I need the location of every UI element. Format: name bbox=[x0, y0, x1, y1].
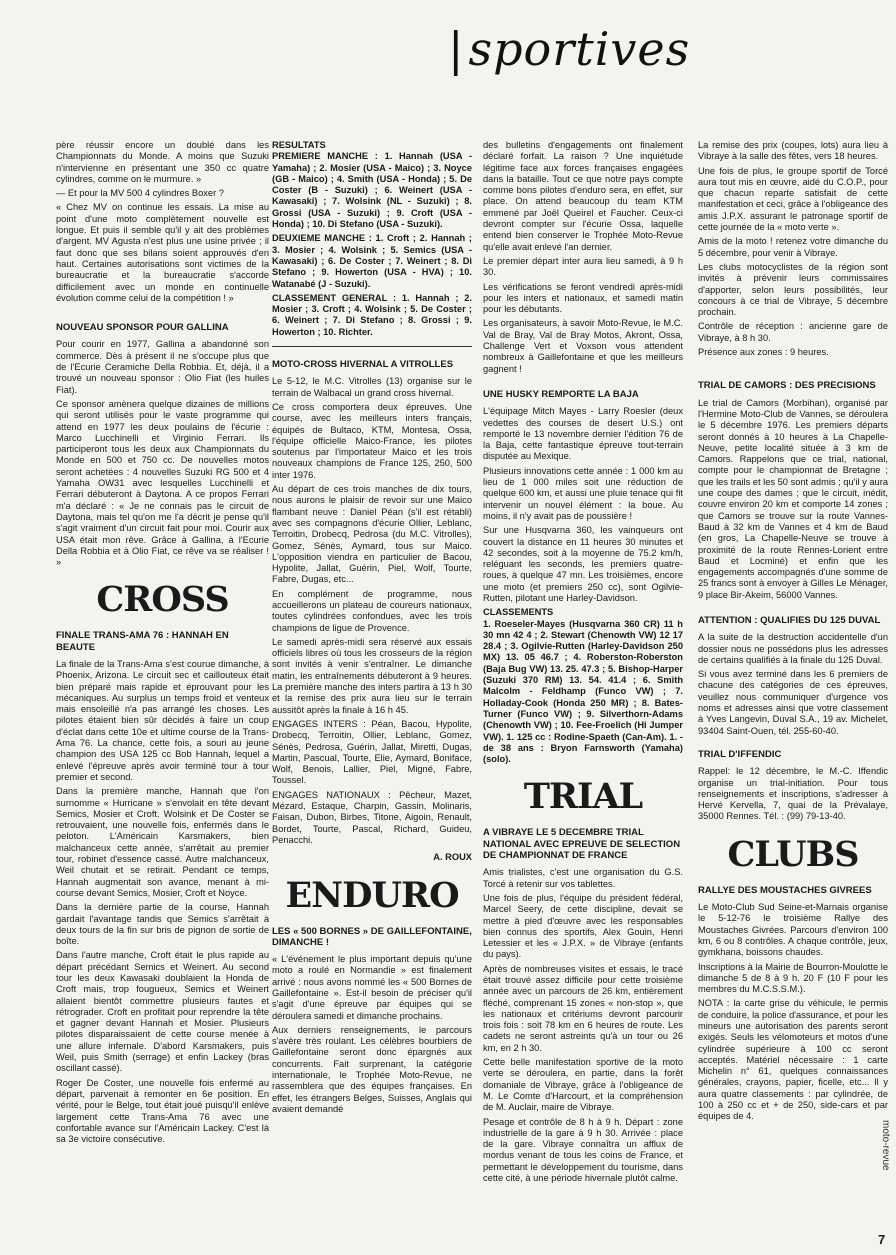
paragraph: — Et pour la MV 500 4 cylindres Boxer ? bbox=[56, 188, 224, 199]
paragraph: Cette belle manifestation sportive de la moto verte se déroulera, en partie, dans la forêt domaniale de Vibraye, grâce à l'obligeance de M. Le Comte d'Harcourt, et la compréhension de M. Auclair, maire de Vibraye. bbox=[483, 1057, 683, 1113]
paragraph: Plusieurs innovations cette année : 1 000 km au lieu de 1 000 miles soit une réduction de quelque 600 km, et aussi une pluie tenace qui fit intervenir un nouvel élément : la boue. Au moins, il n'y avait pas de poussière ! bbox=[483, 465, 683, 521]
results-heading: RESULTATS bbox=[272, 140, 326, 150]
paragraph: des bulletins d'engagements ont finalement déclaré forfait. La raison ? Une inquiétude légitime face aux forces françaises engagées dans la bataille. Tout ce que notre pays compte comme bons pilotes d'enduro sera, en effet, sur place. On attend beaucoup du team KTM emmené par Joël Queirel et Faucher. Ceux-ci devront compter sur l'écurie Ossa, laquelle entend bien conserver le Trophée Moto-Revue qu'elle avait enlevé l'an dernier. bbox=[483, 140, 683, 252]
paragraph: « Chez MV on continue les essais. La mise au point d'une moto complètement nouvelle est longue. Et puis il semble qu'il y ait des problèmes d'argent. MV Agusta n'est plus une usine privée ; il faut donc que ses bilans soient approuvés d'en haut. Certaines autorisations sont victimes de la bureaucratie et la bureaucratie s'accorde difficilement avec un monde en continuelle évolution comme celui de la compétition ! » bbox=[56, 202, 269, 303]
paragraph: Dans l'autre manche, Croft était le plus rapide au départ précédant Semics et Weinert. Au second tour les deux Kawasaki doublaient la Honda de Croft mais, trop fougueux, Semics et Weinert allaient bientôt commettre plusieurs fautes et rétrograder. Croft en profitait pour reprendre la tête et gagner devant Hannah et Mosier. Plusieurs pilotes disparaissaient de cette course menée à une allure infernale. D'abord Karsmakers, puis Weil, puis Smith (serrage) et enfin Lackey (bras oscillant cassé). bbox=[56, 950, 269, 1074]
results: DEUXIEME MANCHE : 1. Croft ; 2. Hannah ; 3. Mosier ; 4. Wolsink ; 5. Semics (USA - Kawasaki) ; 6. De Coster ; 7. Weinert ; 8. Di Stefano ; 9. Howerton (USA - HVA) ; 10. Watanabé (J - Suzuki). bbox=[272, 233, 472, 289]
paragraph: Contrôle de réception : ancienne gare de Vibraye, à 8 h 30. bbox=[698, 321, 888, 343]
paragraph: NOTA : la carte grise du véhicule, le permis de conduire, la police d'assurance, et pour les mineurs une autorisation des parents seront exigés. Seuls les vélomoteurs et motos d'une cylindrée supérieure à 100 cc seront acceptés. Matériel nécessaire : 1 carte Michelin n° 61, quelques connaissances générales, crayons, papier, ficelle, etc... Il y aura quatre classements : par cylindrée, de 100 à 250 cc et + de 250, side-cars et par équipes de 4. bbox=[698, 998, 888, 1122]
paragraph: Une fois de plus, l'équipe du président fédéral, Marcel Seery, de cette discipline, devait se mettre à pied d'œuvre avec les responsables bien connus des sportifs, Alex Gouin, Henri Letessier et les « J.P.X. » de Vibraye (enfants du pays). bbox=[483, 892, 683, 960]
column-3 bbox=[483, 140, 683, 1187]
paragraph: Les organisateurs, à savoir Moto-Revue, le M.C. Val de Bray, Val de Bray Motos, Akront, Ossa, Challenge Vert et Voxson vous attendent nombreux à Gaillefontaine et que les meilleurs gagnent ! bbox=[483, 318, 683, 374]
paragraph: Les vérifications se feront vendredi après-midi pour les inters et nationaux, et samedi matin pour les débutants. bbox=[483, 281, 683, 315]
section-title-clubs: CLUBS bbox=[727, 833, 859, 875]
paragraph: père réussir encore un doublé dans les Championnats du Monde. A moins que Suzuki n'intervienne en présentant une 350 cc quatre cylindres, comme on le murmure. » bbox=[56, 140, 269, 184]
heading: ATTENTION : QUALIFIES DU 125 DUVAL bbox=[698, 614, 881, 626]
paragraph: Le Moto-Club Sud Seine-et-Marnais organise le 5-12-76 le troisième Rallye des Moustaches Givrées. Parcours d'environ 100 km, 6 ou 8 contrôles. A chaque contrôle, jeux, gymkhana, boissons chaudes. bbox=[698, 902, 888, 958]
heading: RALLYE DES MOUSTACHES GIVREES bbox=[698, 884, 872, 896]
paragraph: Inscriptions à la Mairie de Bourron-Moulotte le dimanche 5 de 8 à 9 h. 20 F (10 F pour les membres du M.C.S.S.M.). bbox=[698, 961, 888, 995]
paragraph: Ce sponsor amènera quelque dizaines de millions qui seront utilisés pour le vaste programme qui attend en 1977 les deux poulains de l'écurie : Marco Lucchinelli et Virginio Ferrari. Ils participeront tous les deux aux Championnats du Monde en 500 et 750 cc. De nouvelles motos seront achetées : 4 nouvelles Suzuki RG 500 et 4 Yamaha OW31 avec lesquelles Lucchinelli et Ferrari débuteront à Daytona. A ce propos Ferrari m'a déclaré : « Je ne connais pas le circuit de Daytona, mais tel qu'on me l'a décrit je pense qu'il s'agit vraiment d'un circuit fait pour moi. Courir aux USA était mon rêve. Grâce à Gallina, à l'Ecurie Della Robbia et à Olio Fiat, ce rêve va se réaliser ! » bbox=[56, 398, 269, 568]
heading: A VIBRAYE LE 5 DECEMBRE TRIAL NATIONAL AVEC EPREUVE DE SELECTION DE CHAMPIONNAT DE FRANCE bbox=[483, 827, 681, 862]
section-title-cross: CROSS bbox=[96, 579, 229, 621]
paragraph: ENGAGES NATIONAUX : Pêcheur, Mazet, Mézard, Estaque, Charpin, Gassin, Molinaris, Faisan, Dubon, Birbes, Titone, Aigoin, Renault, Bordet, Tourte, Pascal, Richard, Guideu, Penacchi. bbox=[272, 789, 472, 845]
paragraph: Sur une Husqvarna 360, les vainqueurs ont couvert la distance en 11 heures 30 minutes et 42 secondes, soit à la moyenne de 75.2 km/h, reléguant les seconds, les premiers quatre-roues, à quelque 47 mn. Les troisièmes, encore une moto (et premiers 250 cc), sont Ogilvie-Rutten, pilotant une Harley-Davidson. bbox=[483, 525, 683, 603]
column-1 bbox=[56, 140, 269, 1148]
paragraph: Si vous avez terminé dans les 6 premiers de chacune des catégories de ces épreuves, veuillez nous communiquer d'urgence vos noms et adresses ainsi que votre classement à Yves Langevin, Duval S.A., 19 av. Michelet, 93404 Saint-Ouen, tél. 255-60-40. bbox=[698, 669, 888, 736]
paragraph: Présence aux zones : 9 heures. bbox=[698, 347, 829, 358]
divider bbox=[272, 346, 472, 347]
heading: MOTO-CROSS HIVERNAL A VITROLLES bbox=[272, 359, 454, 371]
paragraph: En complément de programme, nous accueillerons un plateau de coureurs nationaux, toutes cylindrées confondues, avec les trois champions de ligue de Provence. bbox=[272, 588, 472, 633]
paragraph: Pesage et contrôle de 8 h à 9 h. Départ : zone industrielle de la gare à 9 h 30. Arrivée : place de la gare. Vibraye connaîtra un afflux de mordus venant de tous les coins de France, et permettant le développement du tourisme, dans cette cité, à une période hivernale plutôt calme. bbox=[483, 1116, 683, 1184]
results: PREMIERE MANCHE : 1. Hannah (USA - Yamaha) ; 2. Mosier (USA - Maico) ; 3. Noyce (GB - Maico) ; 4. Smith (USA - Honda) ; 5. De Coster (B - Suzuki) ; 6. Weinert (USA - Kawasaki) ; 7. Wolsink (NL - Suzuki) ; 8. Grossi (USA - Suzuki) ; 9. Croft (USA - Honda) ; 10. Di Stefano (USA - Suzuki). bbox=[272, 151, 472, 230]
paragraph: Amis trialistes, c'est une organisation du G.S. Torcé à retenir sur vos tablettes. bbox=[483, 867, 683, 889]
paragraph: ENGAGES INTERS : Péan, Bacou, Hypolite, Drobecq, Terroitin, Ollier, Leblanc, Gomez, Sénès, Pedrosa, Guérin, Jallat, Miretti, Dugas, Martin, Pascual, Tourte, Elie, Aymard, Boniface, Wolf, Benois, Lallier, Piel, Migné, Fabre, Toussel. bbox=[272, 718, 472, 786]
paragraph: Le trial de Camors (Morbihan), organisé par l'Hermine Moto-Club de Vannes, se déroulera le 5 décembre 1976. Les premiers départs seront donnés à 10 heures à La Chapelle-Neuve, petite localité située à 3 km de Camors. Rappelons que ce trial, national, compte pour le championnat de Bretagne ; que les trails et les 50 sont admis ; qu'il y aura une coupe des dames ; que le circuit, inédit, couvre environ 20 km et comporte 14 zones ; que Camors se trouve sur la route Vannes-Baud à 32 km de Vannes et 4 km de Baud (en gros, La Chapelle-Neuve se trouve à proximité de la route Rennes-Lorient entre Baud et Locminé) et enfin que les engagements accompagnés d'une somme de 25 francs sont à envoyer à Gilles Le Ménager, 9 place Bir-Akeim, 56000 Vannes. bbox=[698, 397, 888, 600]
section-title-enduro: ENDURO bbox=[285, 874, 459, 916]
paragraph: A la suite de la destruction accidentelle d'un dossier nous ne possédons plus les adresses de certains qualifiés à la finale du 125 Duval. bbox=[698, 632, 888, 665]
paragraph: Au départ de ces trois manches de dix tours, nous aurons le plaisir de revoir sur une Maico flambant neuve : Daniel Péan (s'il est rétabli) avec ses compagnons d'écurie Ollier, Leblanc, Terroitin, Drobecq, Pedrosa (du M.C. Vitrolles), Gomez, Sénès, Aymard, tous sur Maico. L'opposition viendra en particulier de Bacou, Hypolite, Jallat, Guérin, Piel, Wolf, Tourte, Fabre, Dugas, etc... bbox=[272, 484, 472, 585]
heading: TRIAL DE CAMORS : DES PRECISIONS bbox=[698, 380, 876, 392]
paragraph: La remise des prix (coupes, lots) aura lieu à Vibraye à la salle des fêtes, vers 18 heures. bbox=[698, 140, 888, 162]
paragraph: Rappel: le 12 décembre, le M.-C. Iffendic organise un trial-initiation. Pour tous renseignements et inscriptions, s'adresser à Hervé Kervella, 7, quai de la Prévalaye, 35000 Rennes. Tél. : (99) 79-13-40. bbox=[698, 766, 888, 822]
paragraph: Dans la dernière partie de la course, Hannah gardait l'avantage tandis que Semics s'arrêtait à deux tours de la fin sur bris de pignon de sortie de boîte. bbox=[56, 902, 269, 947]
column-4 bbox=[698, 140, 888, 1126]
paragraph: La finale de la Trans-Ama s'est courue dimanche, à Phoenix, Arizona. Le circuit sec et caillouteux était bien préparé mais rapide et éprouvant pour les mécaniques. Au surplus un temps froid et venteux mais ensoleillé n'a pas arrangé les choses. Les pilotes étaient bien sûr décidés à faire un coup d'éclat dans cette 10e et ultime course de la Trans-Ama 76. La chance, cette fois, a souri au jeune champion des USA 125 cc Bob Hannah, lequel a enlevé l'épreuve après avoir terminé tour à tour premier et second. bbox=[56, 658, 269, 782]
results: CLASSEMENT GENERAL : 1. Hannah ; 2. Mosier ; 3. Croft ; 4. Wolsink ; 5. De Coster ; 6. Weinert ; 7. Di Stefano ; 8. Grossi ; 9. Howerton ; 10. Richter. bbox=[272, 292, 472, 337]
paragraph: Le premier départ inter aura lieu samedi, à 9 h 30. bbox=[483, 255, 683, 278]
paragraph: Une fois de plus, le groupe sportif de Torcé aura tout mis en œuvre, aidé du C.O.P., pour que chacun reparte satisfait de cette manifestation et ceci, grâce à l'obligeance des amis J.P.X. assurant le patronage sportif de cette journée de la « moto verte ». bbox=[698, 165, 888, 233]
results-heading: CLASSEMENTS bbox=[483, 607, 554, 618]
paragraph: Aux derniers renseignements, le parcours s'avère très roulant. Les célèbres bourbiers de Gaillefontaine seront donc épargnés aux concurrents. Fait surprenant, la catégorie internationale, le Trophée Moto-Revue, ne rassemblera que des équipes françaises. En effet, les étrangers Belges, Suisses, Anglais qui avaient demandé bbox=[272, 1024, 472, 1114]
column-2 bbox=[272, 140, 472, 1118]
heading: LES « 500 BORNES » DE GAILLEFONTAINE, DIMANCHE ! bbox=[272, 925, 472, 948]
paragraph: Le 5-12, le M.C. Vitrolles (13) organise sur le terrain de Walbacal un grand cross hivernal. bbox=[272, 376, 472, 398]
paragraph: « L'événement le plus important depuis qu'une moto a roulé en Normandie » est finalement arrivé : nous avons nommé les « 500 Bornes de Gaillefontaine ». Est-il besoin de préciser qu'il s'agit d'une épreuve par équipes qui se déroulera samedi et dimanche prochains. bbox=[272, 954, 472, 1021]
heading: FINALE TRANS-AMA 76 : HANNAH EN BEAUTE bbox=[56, 630, 229, 653]
results: 1. Roeseler-Mayes (Husqvarna 360 CR) 11 h 30 mn 42 4 ; 2. Stewart (Chenowth VW) 12 17 28.4 ; 3. Ogilvie-Rutten (Harley-Davidson 250 MX) 13. 05 46.7 ; 4. Roberston-Roberston (Baja Bug VW) 13. 25. 47.3 ; 5. Bishop-Harper (Suzuki 370 RM) 13. 54. 41.4 ; 6. Smith Malcolm - Feldhamp (Funco VW) ; 7. Holladay-Cook (Honda 250 MR) ; 8. Bates-Turner (Funco VW) ; 9. Silverthorn-Adams (Chenowth VW) ; 10. Fee-Froelich (Hi Jumper VW). 1. 125 cc : Rodine-Spaeth (Can-Am). 1. - de 38 ans : Bryon Farnsworth (Yamaha) (solo). bbox=[483, 618, 683, 765]
paragraph: Les clubs motocyclistes de la région sont invités à prévenir leurs commissaires d'apporter, selon leurs possibilités, leur concours à ce trial de Vibraye, 5 décembre prochain. bbox=[698, 261, 888, 318]
paragraph: Amis de la moto ! retenez votre dimanche du 5 décembre, pour venir à Vibraye. bbox=[698, 236, 888, 258]
paragraph: Roger De Coster, une nouvelle fois enfermé au départ, parvenait à remonter en 6e position. En vérité, pour le Belge, tout était joué puisqu'il enlève largement cette Trans-Ama 76 avec une confortable avance sur l'Américain Lackey. C'est là sa 3e victoire consécutive. bbox=[56, 1077, 269, 1145]
section-rubric: |sportives bbox=[448, 22, 691, 76]
author-signature: A. ROUX bbox=[433, 852, 472, 863]
magazine-name: moto-revue bbox=[880, 1120, 891, 1171]
page-number: 7 bbox=[878, 1232, 886, 1247]
heading: TRIAL D'IFFENDIC bbox=[698, 748, 782, 760]
paragraph: Ce cross comportera deux épreuves. Une course, avec les meilleurs inters français, équipés de Bultaco, KTM, Montesa, Ossa, l'équipe officielle Maico-France, les pilotes soutenus par l'importateur Maico et les trois nouveaux champions de France 125, 250, 500 inter 1976. bbox=[272, 401, 472, 480]
paragraph: Après de nombreuses visites et essais, le tracé était trouvé assez difficile pour cette troisième année avec un parcours de 26 km, entièrement fléché, comprenant 15 zones « non-stop », que les nationaux et critériums devront parcourir trois fois : soit 78 km en 6 heures de route. Les cadets ne seront astreints qu'à un tour ou 26 km, en 2 h 30. bbox=[483, 963, 683, 1053]
heading: UNE HUSKY REMPORTE LA BAJA bbox=[483, 388, 639, 400]
paragraph: Dans la première manche, Hannah que l'on surnomme « Hurricane » s'envolait en tête devant Semics, Mosier et Croft. Wolsink et De Coster se retrouvaient, une nouvelle fois, enfermés dans le peloton. L'Américain Karsmakers, bien malchanceux cette année, s'arrêtait au premier tour, robinet d'essence cassé. Autre malchanceux, Weil chutait et se retirait. Pendant ce temps, Hannah augmentait son avance, menant à mi-course devant Semics, Mosier, Croft et Noyce. bbox=[56, 786, 269, 898]
section-title-trial: TRIAL bbox=[523, 776, 643, 818]
paragraph: Pour courir en 1977, Gallina a abandonné son commerce. Dès à présent il ne s'occupe plus que de l'Ecurie Ceramiche Della Robbia. Et, déjà, il a trouvé un nouveau sponsor : Olio Fiat (les huiles Fiat). bbox=[56, 339, 269, 395]
paragraph: L'équipage Mitch Mayes - Larry Roesler (deux vedettes des courses de desert U.S.) ont remporté le 13 novembre dernier l'édition 76 de la Baja, cette fantastique épreuve tout-terrain disputée au Mexique. bbox=[483, 406, 683, 462]
heading: NOUVEAU SPONSOR POUR GALLINA bbox=[56, 322, 229, 334]
paragraph: Le samedi après-midi sera réservé aux essais officiels libres où tous les crosseurs de la région sont invités à venir s'entraîner. Le dimanche matin, les entraînements débuteront à 9 heures. La première manche des inters partira à 13 h 30 et la remise des prix aura lieu sur le terrain aussitôt après la finale à 16 h 45. bbox=[272, 636, 472, 715]
